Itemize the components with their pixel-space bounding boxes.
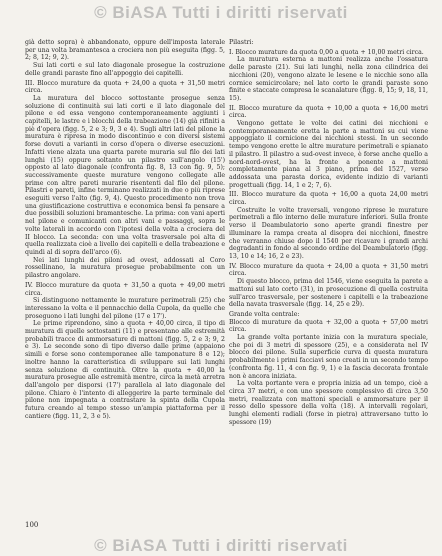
paragraph: Di questo blocco, prima del 1546, viene eseguita la parete a mattoni sul lato corto (31), in prosecuzione di quella costruita sull'arco trasversale, per sostenere i capitelli e la trabeazione della navata trasversale (figg. 14, 25 e 29).	[229, 278, 428, 309]
paragraph: Vengono gettate le volte dei catini dei nicchioni e contemporaneamente eretta la parte a mattoni su cui viene appoggiato il cornicione dei nicchioni stessi. In un secondo tempo vengono erette le altre murature perimetrali e spianato il pilastro. Il pilastro a sud-ovest invece, è forse anche quello a nord-nord-ovest, ha la fronte a ponente a mattoni completamente piana al 3 piano, prima del 1527, verso addossata una parasta dorica, evidente indizio di varianti progettuali (figg. 14, 1 e 2; 7, 6).	[229, 120, 428, 189]
paragraph: La muratura del blocco sottostante prosegue senza soluzione di continuità sui lati corti e il lato diagonale del pilone e ed essa vengono contemporaneamente aggiunti i capitelli, le lastre e i blocchi della trabeazione (14) già rifiniti a piè d'opera (figg. 5, 2 e 3; 9, 3 e 4). Sugli altri lati del pilone la muratura è ripresa in modo discontinuo e con diversi sistemi forse dovuti a varianti in corso d'opera o diverse esecuzioni. Infatti viene alzata una quarta parete muraria sul filo dei lati lunghi (15) oppure soltanto un pilastro sull'angolo (15') opposto al lato diagonale (confronta fig. 8, 13 con fig. 9, 5); successivamente queste murature vengono collegate alle prime con altre pareti murarie risententi dal filo del pilone. Pilastri e pareti, infine terminano realizzati in due o più riprese eseguiti verso l'alto (fig. 9, 4). Questo procedimento non trova una giustificazione costruttiva e economica bensì fa pensare a due possibili soluzioni bramantesche. La prima: con vani aperti nel pilone e comunicanti con altri vani e passaggi, sopra le volte laterali in accordo con l'ipotesi della volta a crociera del II blocco. La seconda: con una volta trasversale poi alta di quella realizzata cioè a livello dei capitelli e della trabeazione e quindi al di sopra dell'arco (6).	[25, 94, 225, 256]
section-heading: III. Blocco murature da quota + 24,00 a quota + 31,50 metri circa.	[25, 79, 225, 95]
paragraph: Si distinguono nettamente le murature perimetrali (25) che interessano la volta e il pennacchio della Cupola, da quelle che proseguono i lati lunghi del pilone (17 e 17').	[25, 297, 225, 320]
section-heading: III. Blocco murature da quota + 16,00 a quota 24,00 metri circa.	[229, 191, 428, 207]
paragraph: Nei lati lunghi dei piloni ad ovest, addossati al Coro rossellinano, la muratura prosegue probabilmente con un pilastro angolare.	[25, 256, 225, 280]
section-heading: IV. Blocco murature da quota + 31,50 a quota + 49,00 metri circa.	[25, 281, 225, 297]
paragraph: La grande volta portante inizia con la muratura speciale, che poi di 3 metri di spessore (25), e a considerata nel IV blocco dei pilone. Sulla superficie curva di questa muratura probabilmente i primi facciavi sono creati in un secondo tempo (confronta fig. 11, 4 con fig. 9, 1) e la fascia decorata frontale non è ancora iniziata.	[229, 334, 428, 380]
section-heading: IV. Blocco murature da quota + 24,00 a quota + 31,50 metri circa.	[229, 262, 428, 278]
paragraph: Pilastri:	[229, 39, 254, 46]
paragraph: Le prime riprendono, sino a quota + 40,00 circa, il tipo di muratura di quelle sottostanti (11) e presentano alle estremità probabili tracce di ammorsature di mattoni (figg. 5, 2 e 3; 9, 2 e 3). Le seconde sono di tipo diverso dalle prime (appaiono simili e forse sono contemporanee alle tamponature 8 e 12); inoltre hanno la caratteristica di sviluppare sui lati lunghi senza soluzione di continuità. Oltre la quota + 40,00 la muratura prosegue alle estremità mentre, circa la metà arretra dall'angolo per disporsi (17') parallela al lato diagonale del pilone. Chiaro è l'intento di alleggerire la parte terminale del pilone non impegnata a contrastare la spinta della Cupola futura creando al tempo stesso un'ampia piattaforma per il cantiere (figg. 11, 2, 3 e 5).	[25, 320, 225, 420]
section-heading: I. Blocco murature da quota 0,00 a quota + 10,00 metri circa.	[229, 48, 424, 56]
paragraph: Sui lati corti e sul lato diagonale prosegue la costruzione delle grandi paraste fino all'appoggio dei capitelli.	[25, 62, 225, 77]
watermark-top: © BiASA Tutti i diritti riservati	[94, 3, 348, 22]
watermark-bottom: © BiASA Tutti i diritti riservati	[94, 536, 348, 555]
page-number: 100	[25, 521, 39, 529]
paragraph: La muratura esterna a mattoni realizza anche l'ossatura delle paraste (21). Sui lati lunghi, nella zona cilindrica dei nicchioni (20), vengono alzate le lesene e le nicchie sono alla cornice semicircolare; nel lato corto le grandi paraste sono finite e staccate compresa le scanalature (figg. 8, 15; 9, 18, 11, 15).	[229, 56, 428, 102]
paragraph: già detto sopra) è abbandonato, oppure dell'imposta laterale per una volta bramantesca a crociera non più eseguita (figg. 5, 2; 8, 12; 9, 2).	[25, 39, 225, 62]
paragraph: La volta portante vera e propria inizia ad un tempo, cioè a circa 37 metri, e con uno spessore complessivo di circa 3,50 metri, realizzata con mattoni speciali e ammorsature per il resso dello spessore della volta (18). A intervalli regolari, lunghi elementi radiali (forse in pietra) attraversano tutto lo spessore (19)	[229, 380, 428, 426]
left-text-column	[25, 39, 225, 420]
right-text-column	[229, 39, 428, 426]
section-heading: II. Blocco murature da quota + 10,00 a quota + 16,00 metri circa.	[229, 104, 428, 120]
paragraph: Blocco di murature da quota + 32,00 a quota + 57,00 metri circa.	[229, 318, 428, 334]
paragraph: Costruite le volte traversali, vengono riprese le murature perimetrali a filo interno delle murature inferiori. Sulla fronte verso il Deambulatorio sono aperte grandi finestre per illuminare la rampa creata al disopra dei nicchioni, finestre che verranno chiuse dopo il 1540 per ricavare i grandi archi degradanti in fondo al secondo ordine del Deambulatorio (figg. 13, 10 e 14; 16, 2 e 23).	[229, 206, 428, 260]
section-heading: Grande volta centrale:	[229, 310, 300, 318]
